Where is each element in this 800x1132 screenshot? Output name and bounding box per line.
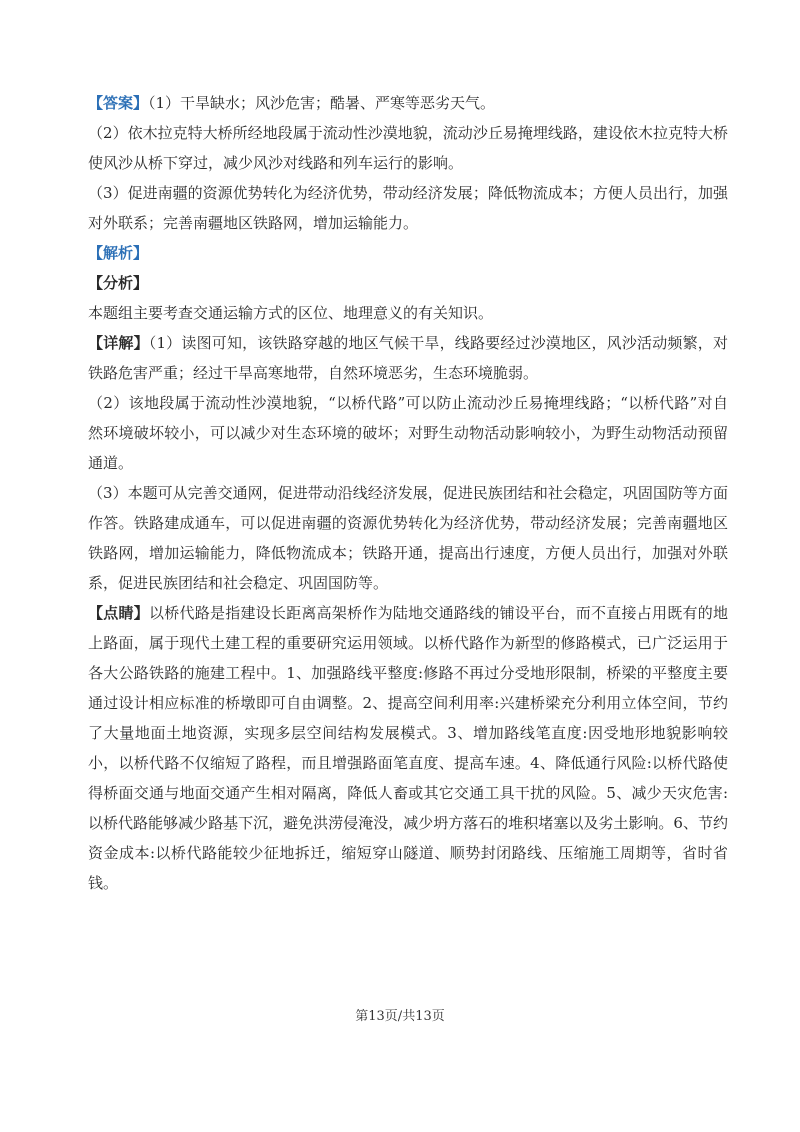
dianjing-text: 以桥代路是指建设长距离高架桥作为陆地交通路线的铺设平台，而不直接占用既有的地上路面，属于现代土建工程的重要研究运用领域。以桥代路作为新型的修路模式，已广泛运用于各大公路铁路的施建工程中。1、加强路线平整度:修路不再过分受地形限制，桥梁的平整度主要通过设计相应标准的桥墩即可自由调整。2、提高空间利用率:兴建桥梁充分利用立体空间，节约了大量地面土地资源，实现多层空间结构发展模式。3、增加路线笔直度:因受地形地貌影响较小，以桥代路不仅缩短了路程，而且增强路面笔直度、提高车速。4、降低通行风险:以桥代路使得桥面交通与地面交通产生相对隔离，降低人畜或其它交通工具干扰的风险。5、减少天灾危害:以桥代路能够减少路基下沉，避免洪涝侵淹没，减少坍方落石的堆积堵塞以及劣土影响。6、节约资金成本:以桥代路能较少征地拆迁，缩短穿山隧道、顺势封闭路线、压缩施工周期等，省时省钱。 xyxy=(88,604,728,892)
analysis-tag: 【解析】 xyxy=(88,244,149,262)
detail-paragraph-3 xyxy=(88,478,728,598)
answer-paragraph-2 xyxy=(88,118,728,178)
detail-paragraph-1 xyxy=(88,328,728,388)
detail-paragraph-2 xyxy=(88,388,728,478)
answer-text-3: （3）促进南疆的资源优势转化为经济优势，带动经济发展；降低物流成本；方便人员出行，加强对外联系；完善南疆地区铁路网，增加运输能力。 xyxy=(88,184,728,232)
fenxi-text: 本题组主要考查交通运输方式的区位、地理意义的有关知识。 xyxy=(88,304,494,322)
fenxi-paragraph xyxy=(88,298,728,328)
fenxi-tag: 【分析】 xyxy=(88,274,149,292)
detail-text-3: （3）本题可从完善交通网，促进带动沿线经济发展，促进民族团结和社会稳定，巩固国防等方面作答。铁路建成通车，可以促进南疆的资源优势转化为经济优势，带动经济发展；完善南疆地区铁路网，增加运输能力，降低物流成本；铁路开通，提高出行速度，方便人员出行，加强对外联系，促进民族团结和社会稳定、巩固国防等。 xyxy=(88,484,728,592)
answer-text-1: （1）干旱缺水；风沙危害；酷暑、严寒等恶劣天气。 xyxy=(148,94,496,112)
answer-tag: 【答案】 xyxy=(88,94,149,112)
fenxi-heading xyxy=(88,268,728,298)
answer-paragraph-3 xyxy=(88,178,728,238)
detail-text-1: （1）读图可知，该铁路穿越的地区气候干旱，线路要经过沙漠地区，风沙活动频繁，对铁路危害严重；经过干旱高寒地带，自然环境恶劣，生态环境脆弱。 xyxy=(88,334,728,382)
dianjing-tag: 【点睛】 xyxy=(88,604,149,622)
answer-paragraph-1 xyxy=(88,88,728,118)
answer-text-2: （2）依木拉克特大桥所经地段属于流动性沙漠地貌，流动沙丘易掩埋线路，建设依木拉克特大桥使风沙从桥下穿过，减少风沙对线路和列车运行的影响。 xyxy=(88,124,728,172)
analysis-heading xyxy=(88,238,728,268)
document-content xyxy=(88,88,728,898)
detail-tag: 【详解】 xyxy=(88,334,149,352)
page-footer xyxy=(0,1005,800,1024)
page-number: 第13页/共13页 xyxy=(355,1009,445,1024)
dianjing-paragraph xyxy=(88,598,728,898)
detail-text-2: （2）该地段属于流动性沙漠地貌，“以桥代路”可以防止流动沙丘易掩埋线路；“以桥代路”对自然环境破坏较小，可以减少对生态环境的破坏；对野生动物活动影响较小，为野生动物活动预留通道。 xyxy=(88,394,728,472)
